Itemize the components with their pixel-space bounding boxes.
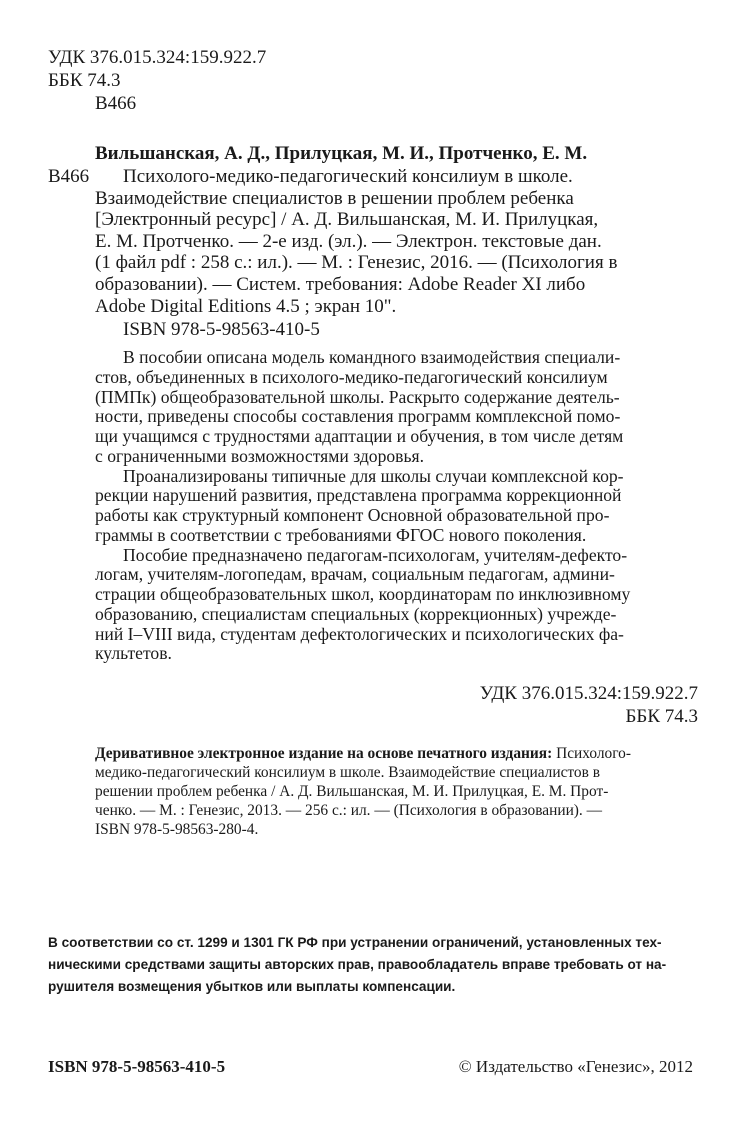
derivative-line: ISBN 978-5-98563-280-4. — [95, 821, 259, 838]
annotation-line: с ограниченными возможностями здоровья. — [95, 445, 424, 466]
record-title-line: (1 файл pdf : 258 с.: ил.). — М. : Генезис, 2016. — (Психология в — [95, 252, 618, 274]
author-mark: В466 — [95, 93, 137, 114]
bottom-bbk-code: ББК 74.3 — [625, 706, 698, 727]
annotation-line: щи учащимся с трудностями адаптации и обучения, в том числе детям — [95, 426, 624, 446]
annotation-line: стов, объединенных в психолого-медико-педагогический консилиум — [95, 366, 608, 387]
annotation-line: рекции нарушений развития, представлена программа коррекционной — [95, 485, 622, 506]
record-isbn: ISBN 978-5-98563-410-5 — [123, 319, 320, 340]
annotation-line: работы как структурный компонент Основной образовательной про- — [95, 505, 610, 525]
annotation-line: ности, приведены способы составления программ комплексной помо- — [95, 406, 621, 427]
annotation-line: Пособие предназначено педагогам-психологам, учителям-дефекто- — [123, 544, 628, 565]
bbk-code: ББК 74.3 — [48, 70, 121, 91]
derivative-line: медико-педагогический консилиум в школе. Взаимодействие специалистов в — [95, 764, 601, 781]
record-title-line: образовании). — Систем. требования: Adobe Reader XI либо — [95, 274, 586, 295]
annotation-line: культетов. — [95, 643, 172, 664]
annotation-line: страции общеобразовательных школ, координаторам по инклюзивному — [95, 584, 631, 604]
record-code: В466 — [48, 166, 90, 187]
record-title-line: Психолого-медико-педагогический консилиум в школе. — [123, 166, 573, 187]
footer-isbn: ISBN 978-5-98563-410-5 — [48, 1057, 226, 1076]
annotation-line: Проанализированы типичные для школы случаи комплексной кор- — [123, 465, 624, 486]
annotation-line: граммы в соответствии с требованиями ФГОС нового поколения. — [95, 524, 587, 545]
bottom-udk-code: УДК 376.015.324:159.922.7 — [479, 683, 698, 704]
derivative-lead-rest: Психолого- — [552, 745, 631, 762]
rights-notice-line: В соответствии со ст. 1299 и 1301 ГК РФ при устранении ограничений, установленных тех- — [48, 935, 662, 950]
derivative-line: ченко. — М. : Генезис, 2013. — 256 с.: ил. — (Психология в образовании). — — [95, 802, 603, 819]
annotation-line: образованию, специалистам специальных (коррекционных) учрежде- — [95, 603, 617, 624]
rights-notice-line: рушителя возмещения убытков или выплаты компенсации. — [48, 979, 456, 994]
derivative-line: решении проблем ребенка / А. Д. Вильшанская, М. И. Прилуцкая, Е. М. Прот- — [95, 783, 609, 800]
record-authors: Вильшанская, А. Д., Прилуцкая, М. И., Протченко, Е. М. — [95, 143, 588, 164]
derivative-line — [95, 744, 631, 763]
record-title-line: Взаимодействие специалистов в решении проблем ребенка — [95, 187, 574, 209]
derivative-lead: Деривативное электронное издание на основе печатного издания: — [95, 745, 553, 762]
annotation-line: логам, учителям-логопедам, врачам, социальным педагогам, админи- — [95, 564, 615, 585]
record-title-line: Е. М. Протченко. — 2-е изд. (эл.). — Электрон. текстовые дан. — [95, 230, 602, 252]
annotation-line: ний I–VIII вида, студентам дефектологических и психологических фа- — [95, 623, 624, 644]
record-title-line: [Электронный ресурс] / А. Д. Вильшанская, М. И. Прилуцкая, — [95, 209, 599, 231]
record-title-line: Adobe Digital Editions 4.5 ; экран 10". — [95, 295, 397, 317]
udk-code: УДК 376.015.324:159.922.7 — [48, 47, 267, 68]
annotation-line: (ПМПк) общеобразовательной школы. Раскрыто содержание деятель- — [95, 386, 620, 407]
footer-copyright: © Издательство «Генезис», 2012 — [458, 1057, 693, 1076]
rights-notice-line: ническими средствами защиты авторских прав, правообладатель вправе требовать от на- — [48, 957, 667, 972]
annotation-line: В пособии описана модель командного взаимодействия специали- — [123, 347, 621, 367]
